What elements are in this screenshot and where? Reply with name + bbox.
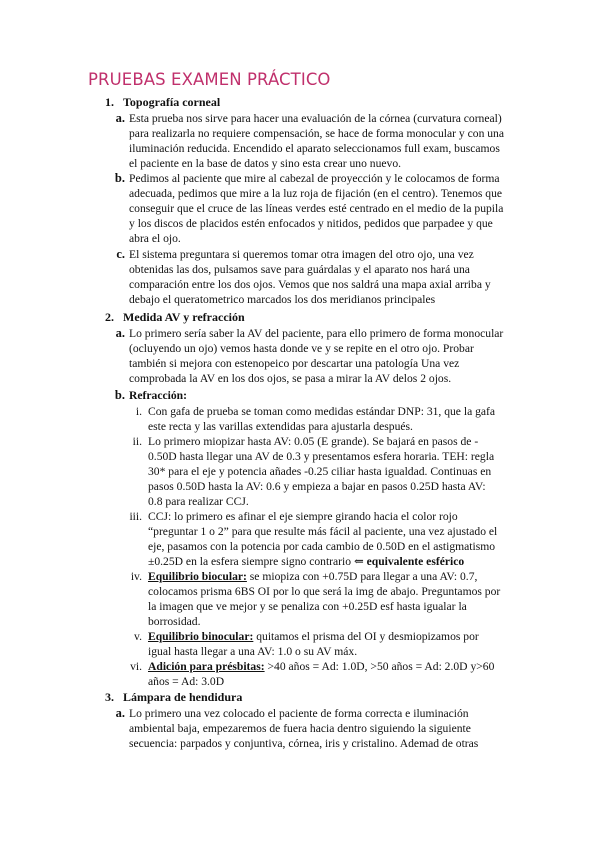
text-line xyxy=(148,554,514,569)
item-marker: c. xyxy=(116,247,125,261)
text-line: El sistema preguntara si queremos tomar otra imagen del otro ojo, una vez xyxy=(129,248,474,261)
sub-list-item xyxy=(130,569,514,629)
item-marker: a. xyxy=(115,706,125,720)
text-line: debajo el queratometrico marcados los dos meridianos principales xyxy=(129,293,436,306)
text-line: y los discos de placidos estén enfocados y nitidos, pedidos que parpadee y que xyxy=(129,217,493,230)
item-marker: a. xyxy=(115,111,125,125)
text-fragment: ±0.25D en la esfera siempre signo contrario xyxy=(148,555,352,568)
text-line: conseguir que el cruce de las líneas verdes esté centrado en el medio de la pupila xyxy=(129,202,504,215)
subsection-title: Refracción: xyxy=(129,389,187,402)
text-fragment: >40 años = Ad: 1.0D, >50 años = Ad: 2.0D y>60 xyxy=(264,660,495,673)
text-line: Esta prueba nos sirve para hacer una evaluación de la córnea (curvatura corneal) xyxy=(129,112,502,125)
text-line xyxy=(148,629,514,644)
list-item xyxy=(114,171,514,246)
section-title: Medida AV y refracción xyxy=(123,310,245,324)
text-line: pasos 0.50D hasta la AV: 0.6 y empieza a bajar en pasos 0.25D hasta AV: xyxy=(148,480,486,493)
item-marker: v. xyxy=(134,630,142,643)
text-line: Lo primero miopizar hasta AV: 0.05 (E grande). Se bajará en pasos de - xyxy=(148,435,479,448)
item-marker: b. xyxy=(114,388,125,402)
section-title: Topografía corneal xyxy=(123,95,221,109)
text-line: borrosidad. xyxy=(148,615,201,628)
section-title: Lámpara de hendidura xyxy=(123,690,243,704)
item-marker: a. xyxy=(115,326,125,340)
text-line: adecuada, pedimos que mire a la luz roja de fijación (en el centro). Tenemos que xyxy=(129,187,503,200)
text-line: Lo primero sería saber la AV del paciente, para ello primero de forma monocular xyxy=(129,327,504,340)
text-line: 30* para el eje y potencia añades -0.25 ciliar hasta igualdad. Continuas en xyxy=(148,465,492,478)
item-marker: vi. xyxy=(130,660,142,673)
item-marker: i. xyxy=(135,405,142,418)
text-line: (ocluyendo un ojo) vemos hasta donde ve y se repite en el otro ojo. Probar xyxy=(129,342,474,355)
text-line: “preguntar 1 o 2” para que resulte más fácil al paciente, una vez ajustado el xyxy=(148,525,498,538)
text-line: eje, pasamos con la potencia por cada cambio de 0.50D en el astigmatismo xyxy=(148,540,496,553)
list-item xyxy=(115,706,514,751)
sub-list-item xyxy=(135,404,514,434)
text-line: este recta y las varillas extendidas para ajustarla después. xyxy=(148,420,413,433)
text-line: el paciente en la base de datos y sino esta crear uno nuevo. xyxy=(129,157,402,170)
text-line: abra el ojo. xyxy=(129,232,181,245)
text-line: la imagen que ve mejor y se penaliza con +0.25D esf hasta igualar la xyxy=(148,600,467,613)
sub-list-item xyxy=(134,629,514,659)
text-line: Pedimos al paciente que mire al cabezal de proyección y le colocamos de forma xyxy=(129,172,500,185)
sub-list-item xyxy=(129,509,514,569)
text-line xyxy=(148,659,514,674)
section-number: 1. xyxy=(105,95,114,109)
text-line: iluminación reducida. Encendido el aparato seleccionamos full exam, buscamos xyxy=(129,142,500,155)
sub-list-item xyxy=(132,434,514,509)
page-title: PRUEBAS EXAMEN PRÁCTICO xyxy=(88,70,331,89)
text-line: 0.50D hasta llegar una AV de 0.3 y presentamos esfera horaria. TEH: regla xyxy=(148,450,495,463)
text-fragment: se miopiza con +0.75D para llegar a una AV: 0.7, xyxy=(246,570,478,583)
bold-term: Equilibrio binocular: xyxy=(148,630,254,643)
item-marker: ii. xyxy=(132,435,142,448)
text-line: CCJ: lo primero es afinar el eje siempre girando hacia el color rojo xyxy=(148,510,458,523)
text-line: Lo primero una vez colocado el paciente de forma correcta e iluminación xyxy=(129,707,469,720)
sub-list-item xyxy=(130,659,514,689)
bold-term: Adición para présbitas: xyxy=(148,660,265,673)
list-item xyxy=(115,111,514,171)
section-number: 3. xyxy=(105,690,114,704)
text-line: obtenidas las dos, pulsamos save para guárdalas y el aparato nos hará una xyxy=(129,263,470,276)
list-item xyxy=(115,326,514,386)
text-fragment: quitamos el prisma del OI y desmiopizamos por xyxy=(253,630,479,643)
text-line: comprobada la AV en los dos ojos, se pasa a mirar la AV delos 2 ojos. xyxy=(129,372,452,385)
text-line: secuencia: parpados y conjuntiva, córnea, iris y cristalino. Ademad de otras xyxy=(129,737,479,750)
text-line: para realizarla no requiere compensación, se hace de forma monocular y con una xyxy=(129,127,505,140)
text-line: ambiental baja, empezaremos de fuera hacia dentro siguiendo la siguiente xyxy=(129,722,471,735)
text-line: igual hasta llegar a una AV: 1.0 o su AV máx. xyxy=(148,645,358,658)
text-line: también si mejora con estenopeico por descartar una patología Una vez xyxy=(129,357,460,370)
text-line: colocamos prisma 6BS OI por lo que será la img de abajo. Preguntamos por xyxy=(148,585,501,598)
section-number: 2. xyxy=(105,310,114,324)
text-line: años = Ad: 3.0D xyxy=(148,675,225,688)
bold-term: Equilibrio biocular: xyxy=(148,570,247,583)
list-item xyxy=(114,388,514,403)
arrow-left-icon: ⇐ xyxy=(353,555,364,568)
text-line xyxy=(148,569,514,584)
text-line: Con gafa de prueba se toman como medidas estándar DNP: 31, que la gafa xyxy=(148,405,496,418)
bold-term: equivalente esférico xyxy=(366,555,465,568)
item-marker: iii. xyxy=(129,510,142,523)
item-marker: iv. xyxy=(130,570,142,583)
text-line: comparación entre los dos ojos. Vemos que nos saldrá una mapa axial arriba y xyxy=(129,278,491,291)
text-line: 0.8 para realizar CCJ. xyxy=(148,495,249,508)
list-item xyxy=(116,247,514,307)
item-marker: b. xyxy=(114,171,125,185)
